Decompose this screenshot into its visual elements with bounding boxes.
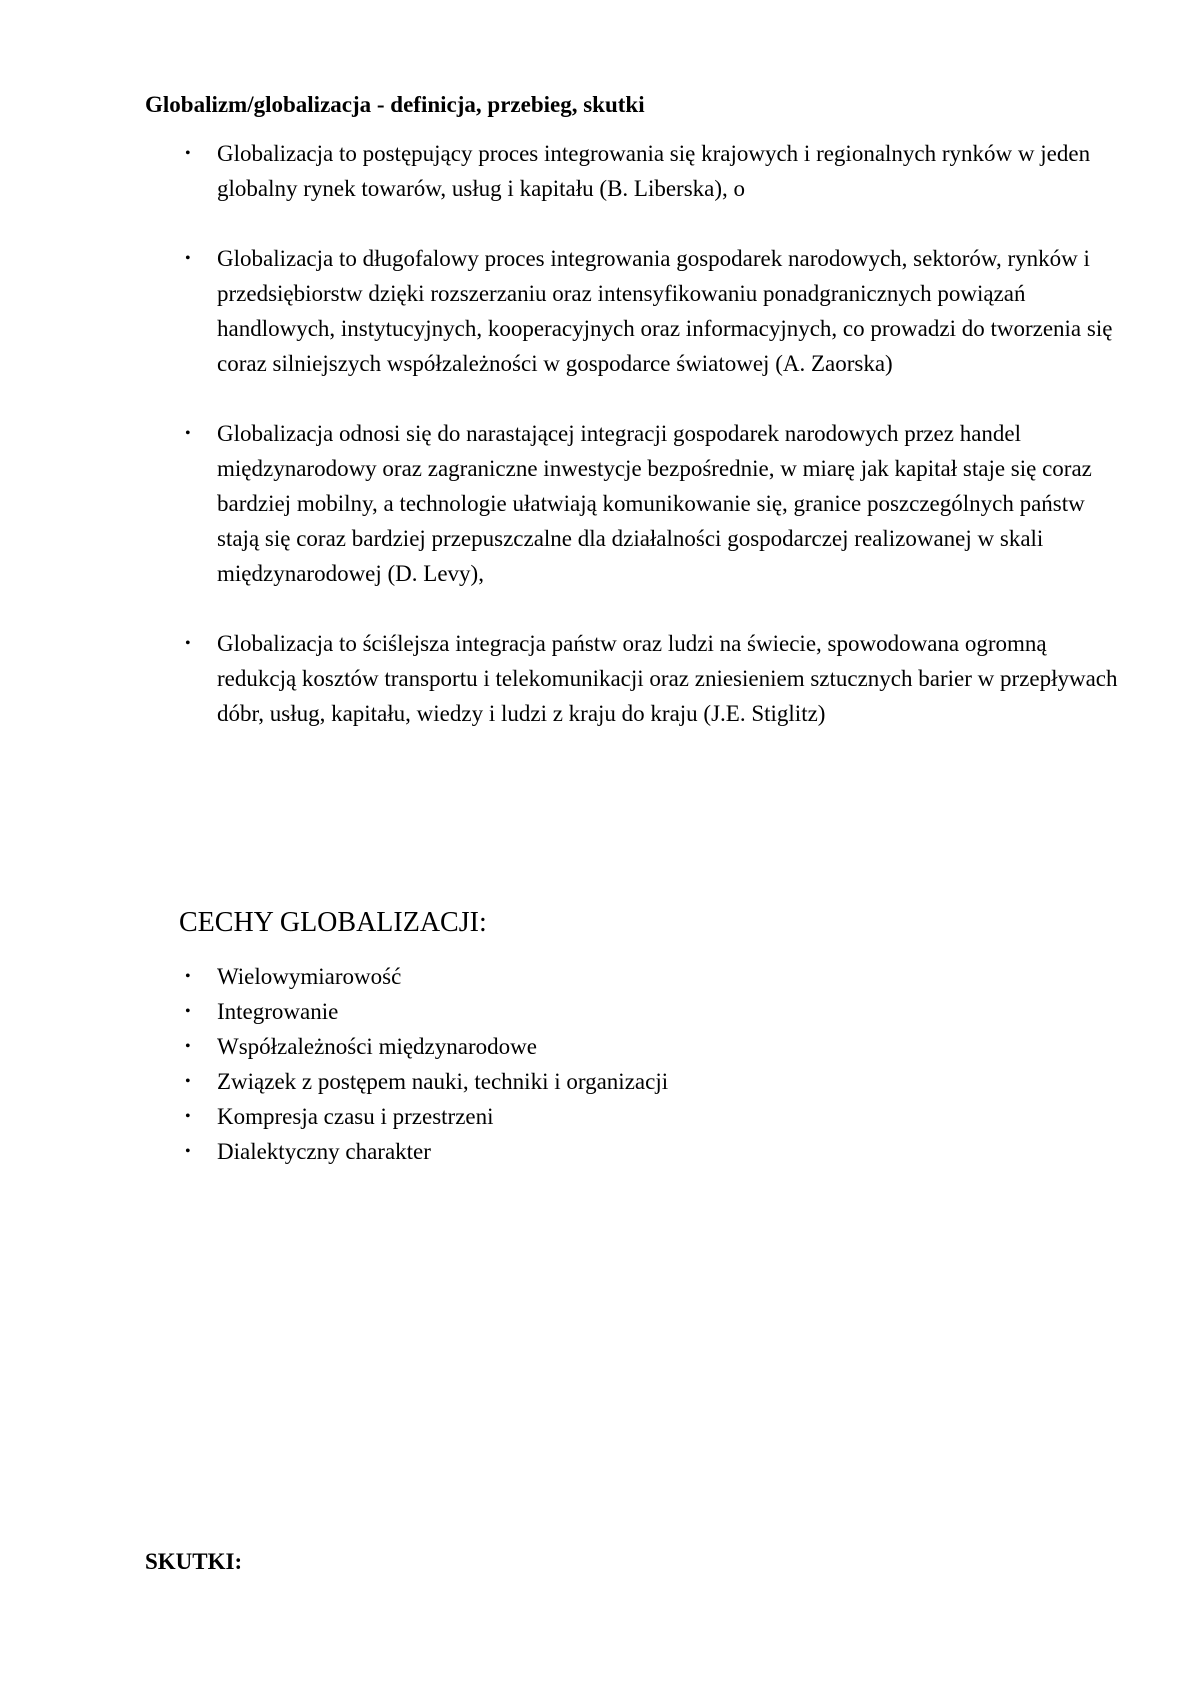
bullet-icon: • xyxy=(185,145,191,162)
bullet-icon: • xyxy=(185,425,191,442)
bullet-icon: • xyxy=(185,1143,191,1160)
feature-item xyxy=(0,1029,1200,1064)
bullet-icon: • xyxy=(185,968,191,985)
bullet-icon: • xyxy=(185,635,191,652)
bullet-icon: • xyxy=(185,1003,191,1020)
bullet-icon: • xyxy=(185,1108,191,1125)
definition-item xyxy=(0,626,1200,731)
feature-item xyxy=(0,1134,1200,1169)
bullet-icon: • xyxy=(185,1038,191,1055)
definitions-list xyxy=(0,136,1200,766)
feature-text: Integrowanie xyxy=(217,999,339,1024)
feature-item xyxy=(0,1064,1200,1099)
features-list xyxy=(0,959,1200,1169)
definition-text: Globalizacja to ściślejsza integracja państw oraz ludzi na świecie, spowodowana ogromną redukcją kosztów transportu i telekomunikacji oraz zniesieniem sztucznych barier w przepływach dóbr, usług, kapitału, wiedzy i ludzi z kraju do kraju (J.E. Stiglitz) xyxy=(217,631,1118,726)
document-title: Globalizm/globalizacja - definicja, przebieg, skutki xyxy=(145,92,645,117)
definition-item xyxy=(0,241,1200,381)
definition-item xyxy=(0,416,1200,591)
bullet-icon: • xyxy=(185,1073,191,1090)
definition-item xyxy=(0,136,1200,206)
features-heading: CECHY GLOBALIZACJI: xyxy=(179,907,487,938)
effects-heading: SKUTKI: xyxy=(145,1549,243,1574)
feature-item xyxy=(0,1099,1200,1134)
feature-item xyxy=(0,994,1200,1029)
feature-text: Związek z postępem nauki, techniki i organizacji xyxy=(217,1069,669,1094)
definition-text: Globalizacja to postępujący proces integrowania się krajowych i regionalnych rynków w jeden globalny rynek towarów, usług i kapitału (B. Liberska), o xyxy=(217,141,1091,201)
bullet-icon: • xyxy=(185,250,191,267)
feature-text: Wielowymiarowość xyxy=(217,964,402,989)
definition-text: Globalizacja odnosi się do narastającej integracji gospodarek narodowych przez handel międzynarodowy oraz zagraniczne inwestycje bezpośrednie, w miarę jak kapitał staje się coraz bardziej mobilny, a technologie ułatwiają komunikowanie się, granice poszczególnych państw stają się coraz bardziej przepuszczalne dla działalności gospodarczej realizowanej w skali międzynarodowej (D. Levy), xyxy=(217,421,1092,586)
feature-text: Kompresja czasu i przestrzeni xyxy=(217,1104,494,1129)
feature-item xyxy=(0,959,1200,994)
feature-text: Dialektyczny charakter xyxy=(217,1139,431,1164)
definition-text: Globalizacja to długofalowy proces integrowania gospodarek narodowych, sektorów, rynków i przedsiębiorstw dzięki rozszerzaniu oraz intensyfikowaniu ponadgranicznych powiązań handlowych, instytucyjnych, kooperacyjnych oraz informacyjnych, co prowadzi do tworzenia się coraz silniejszych współzależności w gospodarce światowej (A. Zaorska) xyxy=(217,246,1113,376)
feature-text: Współzależności międzynarodowe xyxy=(217,1034,537,1059)
